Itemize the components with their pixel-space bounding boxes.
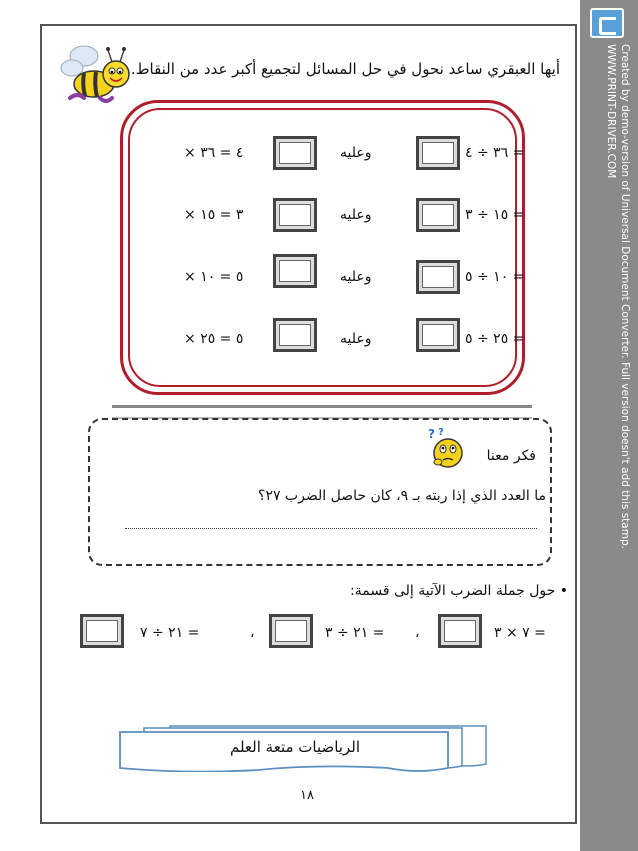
answer-box[interactable] [273,254,317,288]
division-expression: ٢٥ ÷ ٥ = [465,331,525,347]
multiplication-expression: × ٥ = ٢٥ [184,331,244,347]
converter-logo-icon [590,8,624,38]
division-expression: ١٠ ÷ ٥ = [465,269,525,285]
answer-box[interactable] [416,318,460,352]
convert-instruction-text: حول جملة الضرب الآتية إلى قسمة: [350,583,556,599]
separator: ، [415,625,420,641]
think-frame-top-bar [112,405,532,419]
bullet: • [559,583,568,599]
instruction-heading: أيها العبقري ساعد نحول في حل المسائل لتجميع أكبر عدد من النقاط. [130,60,560,78]
separator: ، [250,625,255,641]
connector-text: وعليه [340,145,372,161]
svg-text:?: ? [428,427,435,441]
answer-box[interactable] [273,136,317,170]
convert-instruction [350,583,568,599]
answer-line[interactable] [125,528,537,529]
think-title: فكر معنا [486,448,536,464]
multiplication-expression: × ٤ = ٣٦ [184,145,244,161]
connector-text: وعليه [340,269,372,285]
division-expression: ١٥ ÷ ٣ = [465,207,525,223]
division-expression: ٣٦ ÷ ٤ = [465,145,525,161]
multiplication-expression: × ٥ = ١٠ [184,269,244,285]
watermark-line-1: Created by demo-version of Universal Document Converter. Full version doesn't add this stamp. [619,44,631,549]
answer-box[interactable] [273,318,317,352]
convert-expression: ٢١ ÷ ٧ = [140,625,200,641]
bee-icon [60,38,136,108]
answer-box[interactable] [416,260,460,294]
answer-box[interactable] [416,198,460,232]
answer-box[interactable] [438,614,482,648]
svg-text:?: ? [438,427,444,438]
ribbon-text: الرياضيات متعة العلم [229,738,360,756]
convert-expression: ٢١ ÷ ٣ = [325,625,385,641]
answer-box[interactable] [269,614,313,648]
answer-box[interactable] [273,198,317,232]
connector-text: وعليه [340,331,372,347]
think-question: ما العدد الذي إذا ربته بـ ٩، كان حاصل الضرب ٢٧؟ [258,488,546,504]
watermark-text [604,44,632,549]
watermark-line-2: WWW.PRINT-DRIVER.COM [605,44,617,179]
connector-text: وعليه [340,207,372,223]
thinking-face-icon [426,426,466,470]
convert-expression: ٧ × ٣ = [494,625,546,641]
answer-box[interactable] [416,136,460,170]
page-number: ١٨ [300,788,314,803]
answer-box[interactable] [80,614,124,648]
multiplication-expression: × ٣ = ١٥ [184,207,244,223]
